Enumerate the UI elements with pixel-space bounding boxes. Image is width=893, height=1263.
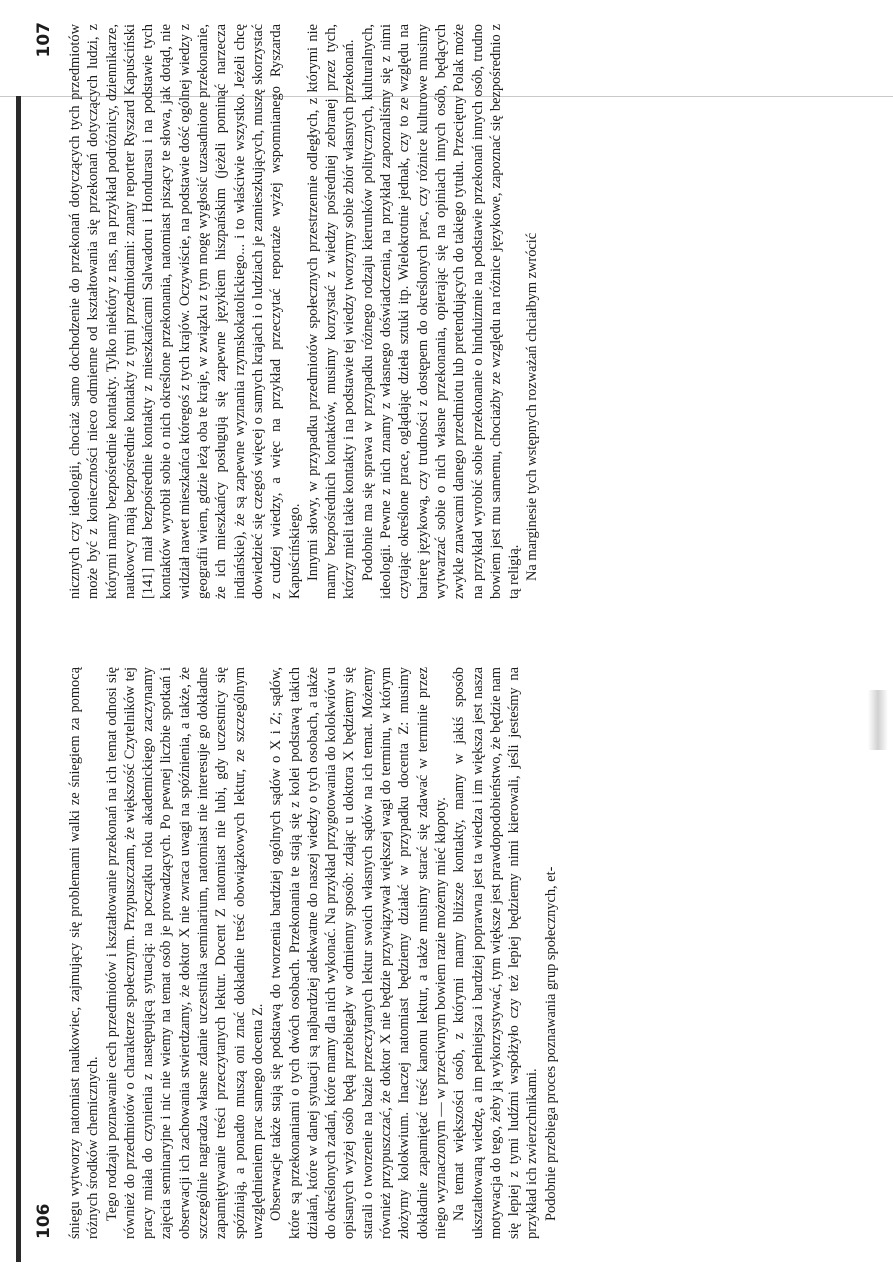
paragraph: Podobnie ma się sprawa w przypadku różnego rodzaju kierunków politycznych, kulturalnych, ideologii. Pewne z nich znamy z własnego doświadczenia, na przykład zapoznaliśmy się z nimi czytając określone prace, oglądając dzieła sztuki itp. Wielokrotnie jednak, czy to ze względu na barierę językową, czy trudności z dostępem do określonych prac, czy różnice kulturowe musimy wytwarzać sobie o nich własne przekonania, opierając się na opiniach innych osób, będących zwykle znawcami danego przedmiotu lub pretendujących do takiego tytułu. Przeciętny Polak może na przykład wyrobić sobie przekonanie o hinduizmie na podstawie przekonań innych osób, trudno bowiem jest mu samemu, chociażby ze względu na różnice językowe, zapoznać się bezpośrednio z tą religią. [359,24,523,599]
page-right [28,0,893,623]
page-left-body [66,667,560,1239]
paragraph: śniegu wytworzy natomiast naukowiec, zajmujący się problemami walki ze śniegiem za pomocą różnych środków chemicznych. [67,667,102,1239]
paragraph: Innymi słowy, w przypadku przedmiotów społecznych przestrzennie odległych, z którymi nie mamy bezpośrednich kontaktów, musimy korzystać z wiedzy pośredniej zebranej przez tych, którzy mieli takie kontakty i na podstawie tej wiedzy tworzymy sobie zbiór własnych przekonań. [304,24,358,599]
paragraph: nicznych czy ideologii, chociaż samo dochodzenie do przekonań dotyczących tych przedmiotów może być z konieczności nieco odmienne od kształtowania się przekonań dotyczących ludzi, z którymi mamy bezpośrednie kontakty. Tylko niektóry z nas, na przykład podróżnicy, dziennikarze, naukowcy mają bezpośrednie kontakty z tymi przedmiotami: znany reporter Ryszard Kapuściński [141] miał bezpośrednie kontakty z mieszkańcami Salwadoru i Hondurasu i na podstawie tych kontaktów wyrobił sobie o nich określone przekonania, natomiast piszący te słowa, jak dotąd, nie widział nawet mieszkańca któregoś z tych krajów. Oczywiście, na podstawie dość ogólnej wiedzy z geografii wiem, gdzie leżą oba te kraje, w związku z tym mogę wygłosić uzasadnione przekonanie, że ich mieszkańcy posługują się zapewne językiem hiszpańskim (jeżeli pominąć narzecza indiańskie), że są zapewne wyznania rzymskokatolickiego... i to właściwie wszystko. Jeżeli chcę dowiedzieć się czegoś więcej o samych krajach i o ludziach je zamieszkujących, muszę skorzystać z cudzej wiedzy, a więc na przykład przeczytać reportaże wyżej wspomnianego Ryszarda Kapuścińskiego. [67,24,303,599]
paragraph: Na temat większości osób, z którymi mamy bliższe kontakty, mamy w jakiś sposób ukształtowaną wiedzę, a im pełniejsza i bardziej poprawna jest ta wiedza i im większa jest nasza motywacja do tego, żeby ją wykorzystywać, tym większe jest prawdopodobieństwo, że będzie nam się lepiej z tymi ludźmi współżyło czy też lepiej będziemy nimi kierowali, jeśli jesteśmy na przykład ich zwierzchnikami. [451,667,541,1239]
page-number-left: 106 [34,1203,54,1239]
paragraph: Podobnie przebiega proces poznawania grup społecznych, et- [542,866,559,1221]
paragraph: Na marginesie tych wstępnych rozważań chciałbym zwrócić [524,232,541,581]
page-number-right: 107 [34,22,54,58]
paragraph: Obserwacje także stają się podstawą do tworzenia bardziej ogólnych sądów o X i Z; sądów, które są przekonaniami o tych dwóch osobach. Przekonania te stają się z kolei podstawą takich działań, które w danej sytuacji są najbardziej adekwatne do naszej wiedzy o tych osobach, a także do określonych zadań, które mamy dla nich wykonać. Na przykład przygotowania do kolokwiów u opisanych wyżej osób będą przebiegały w odmienny sposób: zdając u doktora X będziemy się starali o tworzenie na bazie przeczytanych lektur swoich własnych sądów na ich temat. Możemy również przypuszczać, że doktor X nie będzie przywiązywał większej wagi do terminu, w którym złożymy kolokwium. Inaczej natomiast będziemy działać w przypadku docenta Z: musimy dokładnie zapamiętać treść kanonu lektur, a także musimy starać się zdawać w terminie przez niego wyznaczonym — w przeciwnym bowiem razie możemy mieć kłopoty. [268,667,449,1239]
scan-gutter-shadow [16,96,21,1262]
page-left [28,643,893,1263]
page-right-body [66,24,542,599]
book-spread [28,0,893,1263]
paragraph: Tego rodzaju poznawanie cech przedmiotów i kształtowanie przekonań na ich temat odnosi się również do przedmiotów o charakterze społecznym. Przypuszczam, że większość Czytelników tej pracy miała do czynienia z następującą sytuacją: na początku roku akademickiego zaczynamy zajęcia seminaryjne i nic nie wiemy na temat osób je prowadzących. Po pewnej liczbie spotkań i obserwacji ich zachowania stwierdzamy, że doktor X nie zwraca uwagi na spóźnienia, a także, że szczególnie nagradza własne zdanie uczestnika seminarium, natomiast nie interesuje go dokładne zapamiętywanie treści przeczytanych lektur. Docent Z natomiast nie lubi, gdy uczestnicy się spóźniają, a ponadto muszą oni znać dokładnie treść obowiązkowych lektur, ze szczególnym uwzględnieniem prac samego docenta Z. [103,667,266,1239]
